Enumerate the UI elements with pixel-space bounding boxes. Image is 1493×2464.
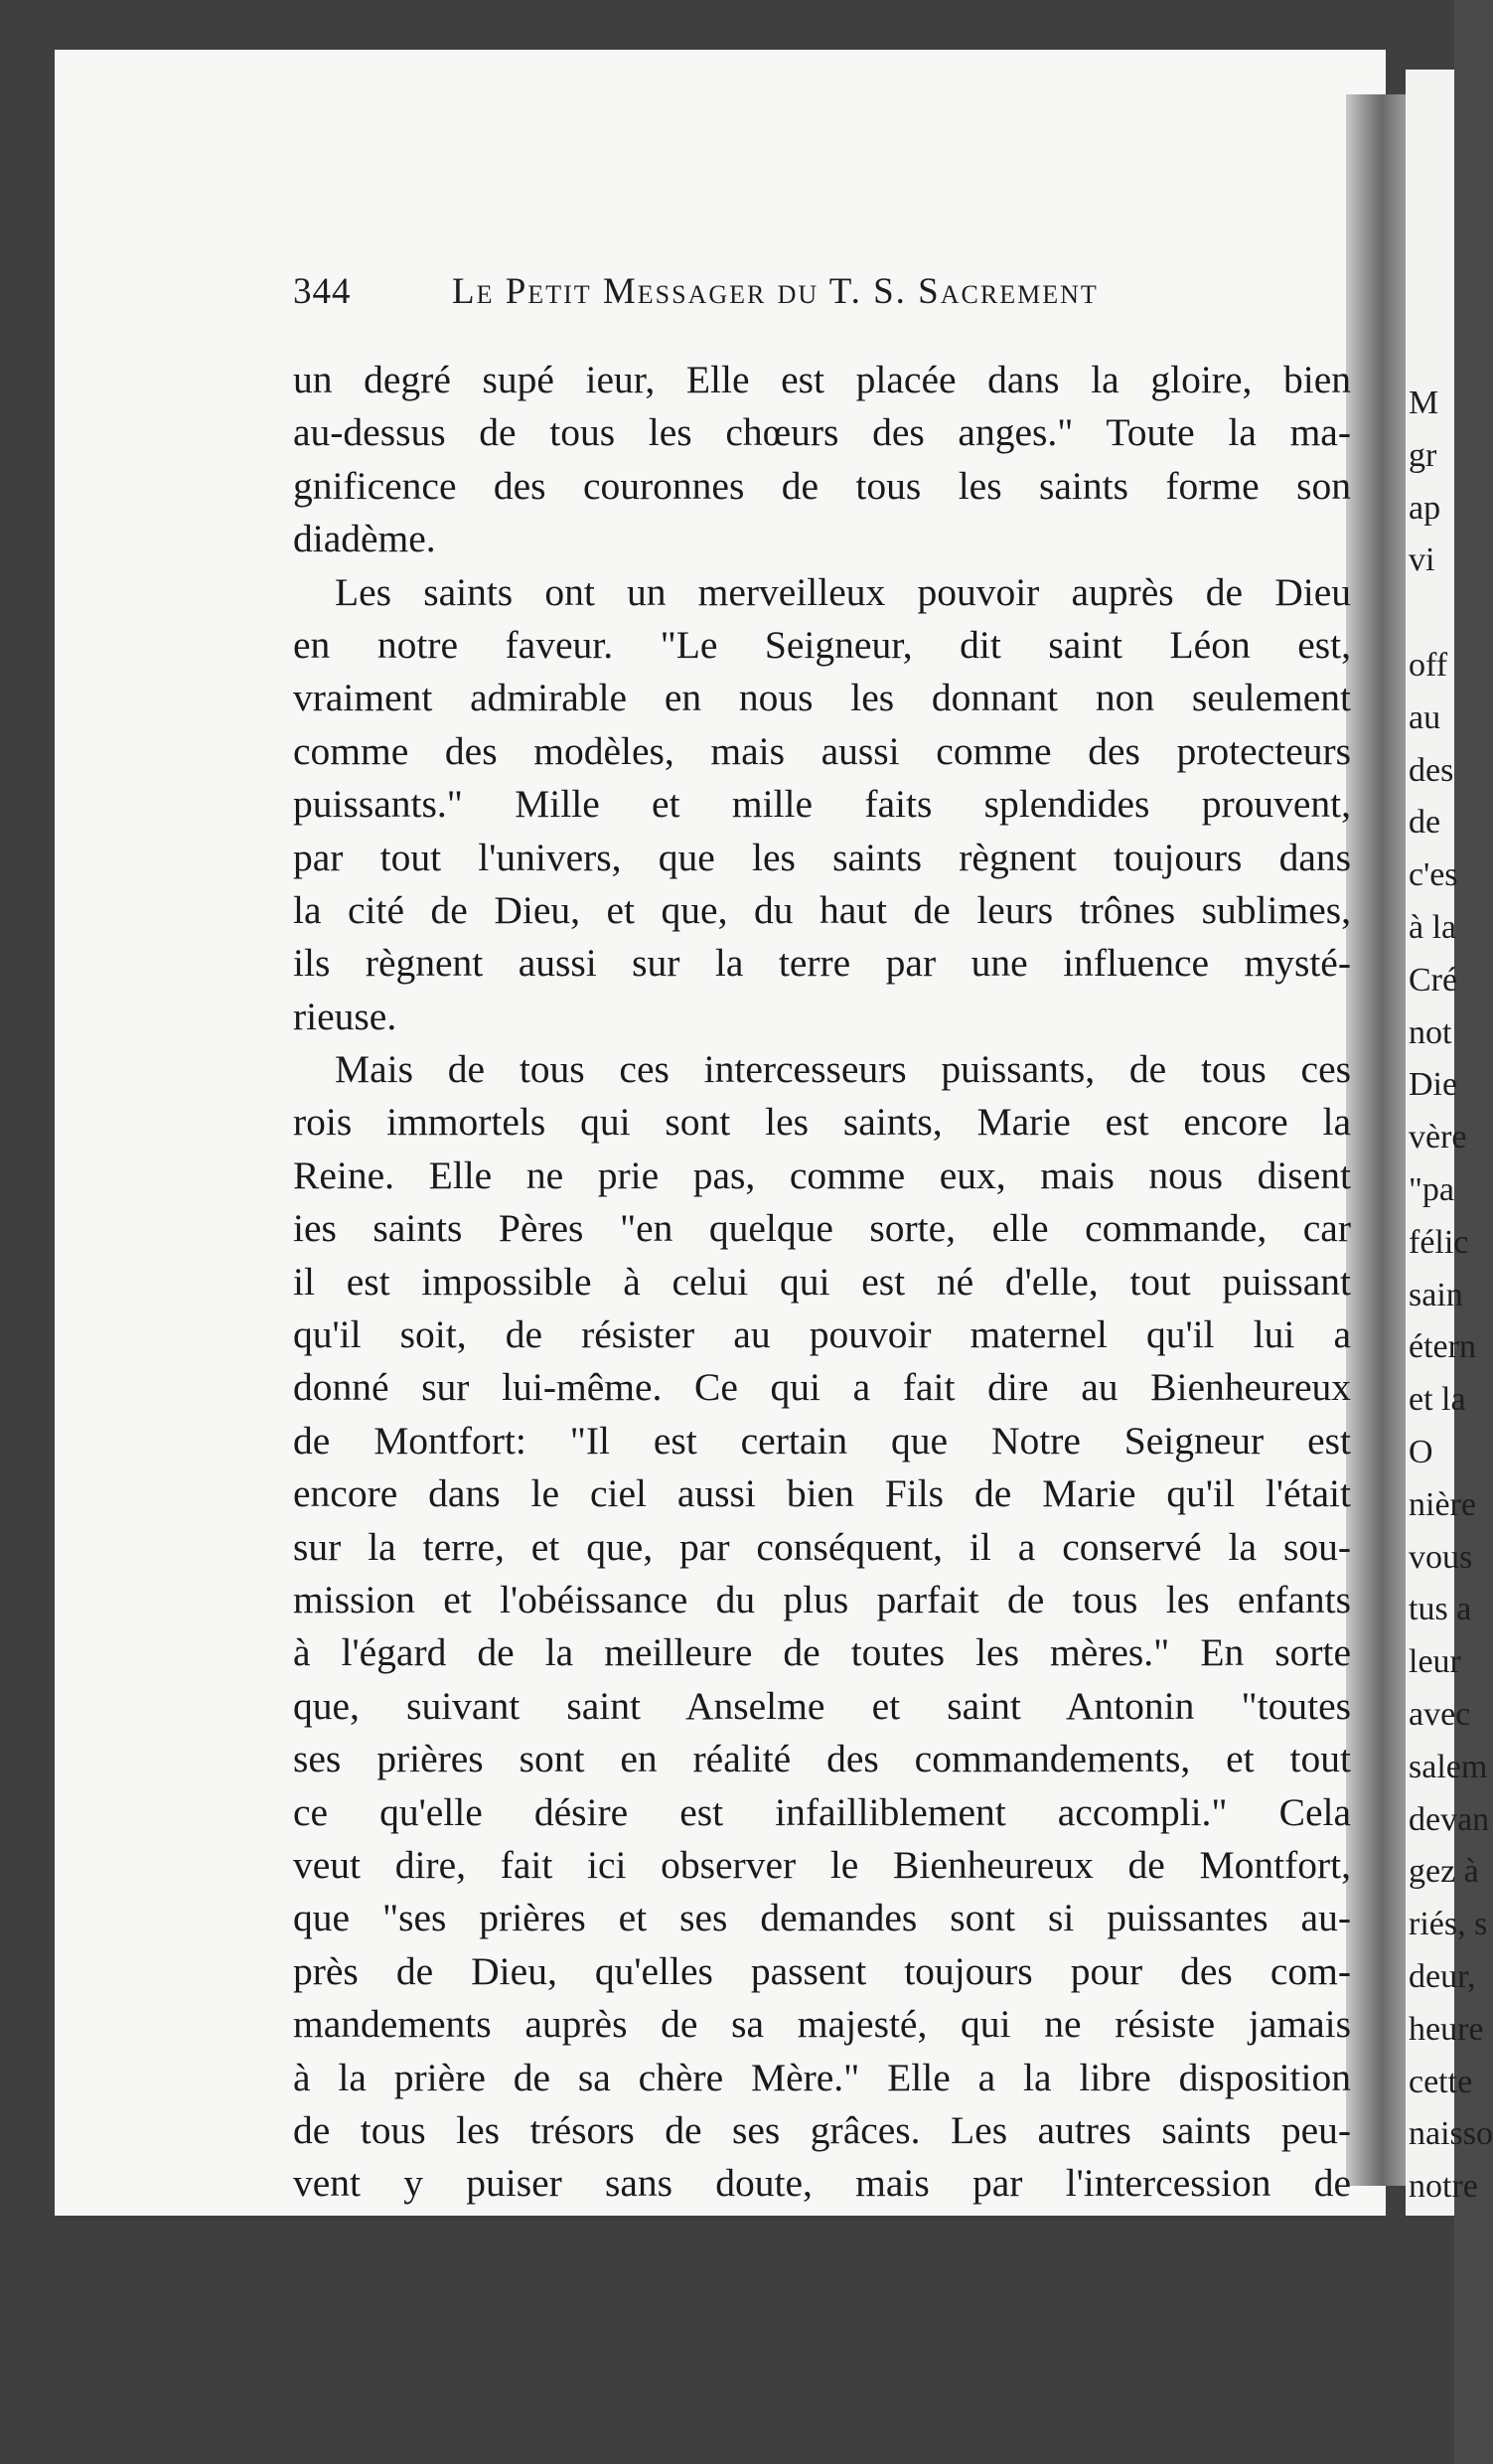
facing-page-fragment: c'es <box>1409 856 1458 894</box>
facing-page-fragment: riés, s <box>1409 1906 1488 1943</box>
text-line: ce qu'elle désire est infailliblement accompli." Cela <box>293 1789 1351 1834</box>
text-line: à l'égard de la meilleure de toutes les mères." En sorte <box>293 1630 1351 1675</box>
text-line: rois immortels qui sont les saints, Marie est encore la <box>293 1100 1351 1145</box>
facing-page-fragment: cette <box>1409 2063 1473 2100</box>
facing-page-text <box>1409 378 1493 2214</box>
facing-page-fragment: avec <box>1409 1695 1471 1733</box>
page-number: 344 <box>293 271 352 312</box>
facing-page-fragment: vère <box>1409 1119 1467 1156</box>
facing-page-fragment: sain <box>1409 1276 1463 1313</box>
text-line: de Montfort: "Il est certain que Notre Seigneur est <box>293 1418 1351 1463</box>
running-title: Le Petit Messager du T. S. Sacrement <box>452 271 1099 312</box>
text-line: Les saints ont un merveilleux pouvoir auprès de Dieu <box>335 569 1351 614</box>
text-line: il est impossible à celui qui est né d'elle, tout puissant <box>293 1259 1351 1304</box>
text-line: ies saints Pères "en quelque sorte, elle commande, car <box>293 1206 1351 1251</box>
text-line: de tous les trésors de ses grâces. Les autres saints peu- <box>293 2107 1351 2152</box>
text-line: que, suivant saint Anselme et saint Antonin "toutes <box>293 1683 1351 1728</box>
facing-page-fragment: devan <box>1409 1800 1490 1838</box>
text-line: ils règnent aussi sur la terre par une influence mysté- <box>293 941 1351 986</box>
text-line: mandements auprès de sa majesté, qui ne résiste jamais <box>293 2002 1351 2047</box>
text-line: puissants." Mille et mille faits splendides prouvent, <box>293 782 1351 827</box>
text-line: en notre faveur. "Le Seigneur, dit saint Léon est, <box>293 622 1351 667</box>
text-line: encore dans le ciel aussi bien Fils de Marie qu'il l'était <box>293 1471 1351 1516</box>
text-line: près de Dieu, qu'elles passent toujours pour des com- <box>293 1948 1351 1993</box>
facing-page-fragment: gez à <box>1409 1853 1479 1891</box>
text-line: vent y puiser sans doute, mais par l'intercession de <box>293 2161 1351 2206</box>
facing-page-fragment: et la <box>1409 1381 1466 1419</box>
facing-page-fragment: des <box>1409 751 1454 789</box>
facing-page-fragment: félic <box>1409 1223 1469 1261</box>
body-text <box>293 354 1351 2211</box>
text-line: un degré supé ieur, Elle est placée dans la gloire, bien <box>293 358 1351 401</box>
facing-page-fragment: gr <box>1409 436 1437 474</box>
facing-page-fragment: notre <box>1409 2168 1478 2206</box>
text-line: qu'il soit, de résister au pouvoir maternel qu'il lui a <box>293 1312 1351 1357</box>
facing-page-fragment: nière <box>1409 1485 1476 1523</box>
facing-page-fragment: Die <box>1409 1066 1458 1104</box>
text-line: mission et l'obéissance du plus parfait de tous les enfants <box>293 1577 1351 1621</box>
facing-page-fragment: à la <box>1409 908 1457 946</box>
facing-page-fragment: au <box>1409 698 1441 736</box>
facing-page-fragment: de <box>1409 804 1441 842</box>
facing-page-fragment: M <box>1409 385 1439 421</box>
text-line: au-dessus de tous les chœurs des anges." Toute la ma- <box>293 410 1351 455</box>
text-line: Mais de tous ces intercesseurs puissants, de tous ces <box>335 1047 1351 1092</box>
text-line: Reine. Elle ne prie pas, comme eux, mais nous disent <box>293 1153 1351 1197</box>
facing-page-fragment: off <box>1409 646 1448 684</box>
facing-page-fragment: vous <box>1409 1538 1473 1576</box>
text-line: sur la terre, et que, par conséquent, il a conservé la sou- <box>293 1524 1351 1569</box>
text-line: comme des modèles, mais aussi comme des protecteurs <box>293 728 1351 773</box>
facing-page-fragment: naisso <box>1409 2115 1493 2153</box>
text-line: donné sur lui-même. Ce qui a fait dire au Bienheureux <box>293 1365 1351 1410</box>
book-gutter <box>1346 94 1406 2186</box>
text-line: veut dire, fait ici observer le Bienheureux de Montfort, <box>293 1842 1351 1887</box>
facing-page-fragment: not <box>1409 1013 1452 1051</box>
facing-page-fragment: leur <box>1409 1643 1461 1681</box>
text-line: diadème. <box>293 517 436 561</box>
facing-page-fragment: salem <box>1409 1748 1488 1785</box>
text-line: que "ses prières et ses demandes sont si puissantes au- <box>293 1896 1351 1940</box>
text-line: la cité de Dieu, et que, du haut de leurs trônes sublimes, <box>293 887 1351 932</box>
text-line: vraiment admirable en nous les donnant non seulement <box>293 676 1351 720</box>
text-line: à la prière de sa chère Mère." Elle a la libre disposition <box>293 2055 1351 2099</box>
facing-page-fragment: "pa <box>1409 1170 1454 1208</box>
facing-page-fragment: O <box>1409 1433 1433 1470</box>
text-line: rieuse. <box>293 994 397 1038</box>
facing-page-fragment: deur, <box>1409 1957 1476 1995</box>
text-line: ses prières sont en réalité des commandements, et tout <box>293 1737 1351 1781</box>
text-line: par tout l'univers, que les saints règnent toujours dans <box>293 835 1351 879</box>
facing-page-fragment: heure <box>1409 2010 1484 2048</box>
facing-page-fragment: étern <box>1409 1328 1476 1366</box>
facing-page-fragment <box>1409 587 1468 640</box>
running-header <box>293 270 1286 320</box>
facing-page-fragment: tus a <box>1409 1591 1472 1628</box>
facing-page-fragment: ap <box>1409 489 1441 527</box>
facing-page-fragment: vi <box>1409 541 1435 579</box>
text-line: gnificence des couronnes de tous les saints forme son <box>293 463 1351 508</box>
facing-page-fragment: Cré <box>1409 961 1458 999</box>
